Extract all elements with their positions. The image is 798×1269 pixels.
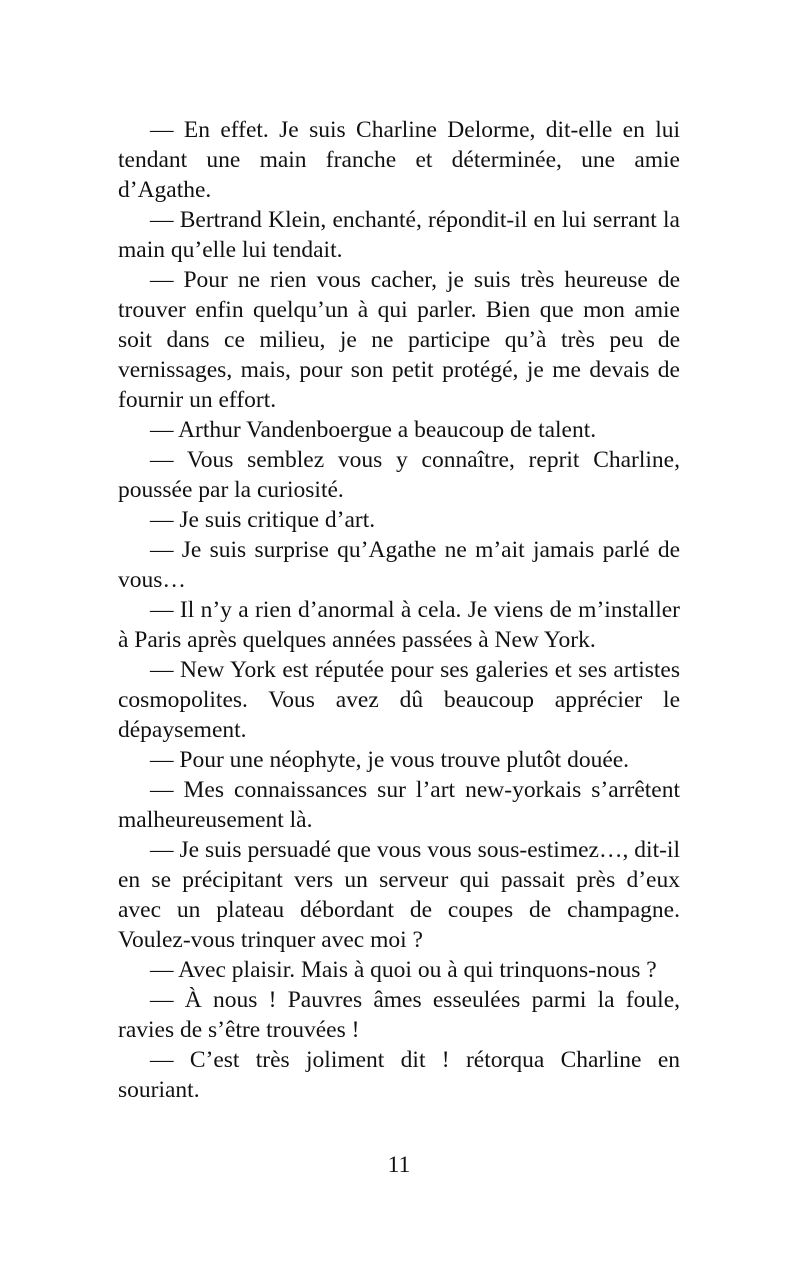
paragraph: — Pour ne rien vous cacher, je suis très heureuse de trouver enfin quelqu’un à qui parler. Bien que mon amie soit dans ce milieu, je ne participe qu’à très peu de vernissages, mais, pour son petit protégé, je me devais de fournir un effort. — [118, 267, 680, 413]
paragraph: — Je suis surprise qu’Agathe ne m’ait jamais parlé de vous… — [118, 537, 680, 593]
body-text — [118, 115, 680, 1105]
paragraph: — Pour une néophyte, je vous trouve plutôt douée. — [150, 747, 630, 773]
paragraph: — New York est réputée pour ses galeries et ses artistes cosmopolites. Vous avez dû beaucoup apprécier le dépaysement. — [118, 657, 680, 743]
paragraph: — Je suis critique d’art. — [150, 507, 376, 533]
paragraph: — Arthur Vandenboergue a beaucoup de talent. — [150, 417, 597, 443]
paragraph: — Mes connaissances sur l’art new-yorkais s’arrêtent malheureusement là. — [118, 777, 680, 833]
paragraph: — Avec plaisir. Mais à quoi ou à qui trinquons-nous ? — [150, 957, 657, 983]
paragraph: — En effet. Je suis Charline Delorme, dit-elle en lui tendant une main franche et déterminée, une amie d’Agathe. — [118, 117, 680, 203]
paragraph: — Je suis persuadé que vous vous sous-estimez…, dit-il en se précipitant vers un serveur qui passait près d’eux avec un plateau débordant de coupes de champagne. Voulez-vous trinquer avec moi ? — [118, 837, 680, 953]
paragraph: — À nous ! Pauvres âmes esseulées parmi la foule, ravies de s’être trouvées ! — [118, 987, 680, 1043]
paragraph: — Vous semblez vous y connaître, reprit Charline, poussée par la curiosité. — [118, 447, 680, 503]
page-number: 11 — [387, 1152, 411, 1178]
paragraph: — C’est très joliment dit ! rétorqua Charline en souriant. — [118, 1047, 680, 1103]
paragraph: — Bertrand Klein, enchanté, répondit-il en lui serrant la main qu’elle lui tendait. — [118, 207, 680, 263]
paragraph: — Il n’y a rien d’anormal à cela. Je viens de m’installer à Paris après quelques années passées à New York. — [118, 597, 680, 653]
